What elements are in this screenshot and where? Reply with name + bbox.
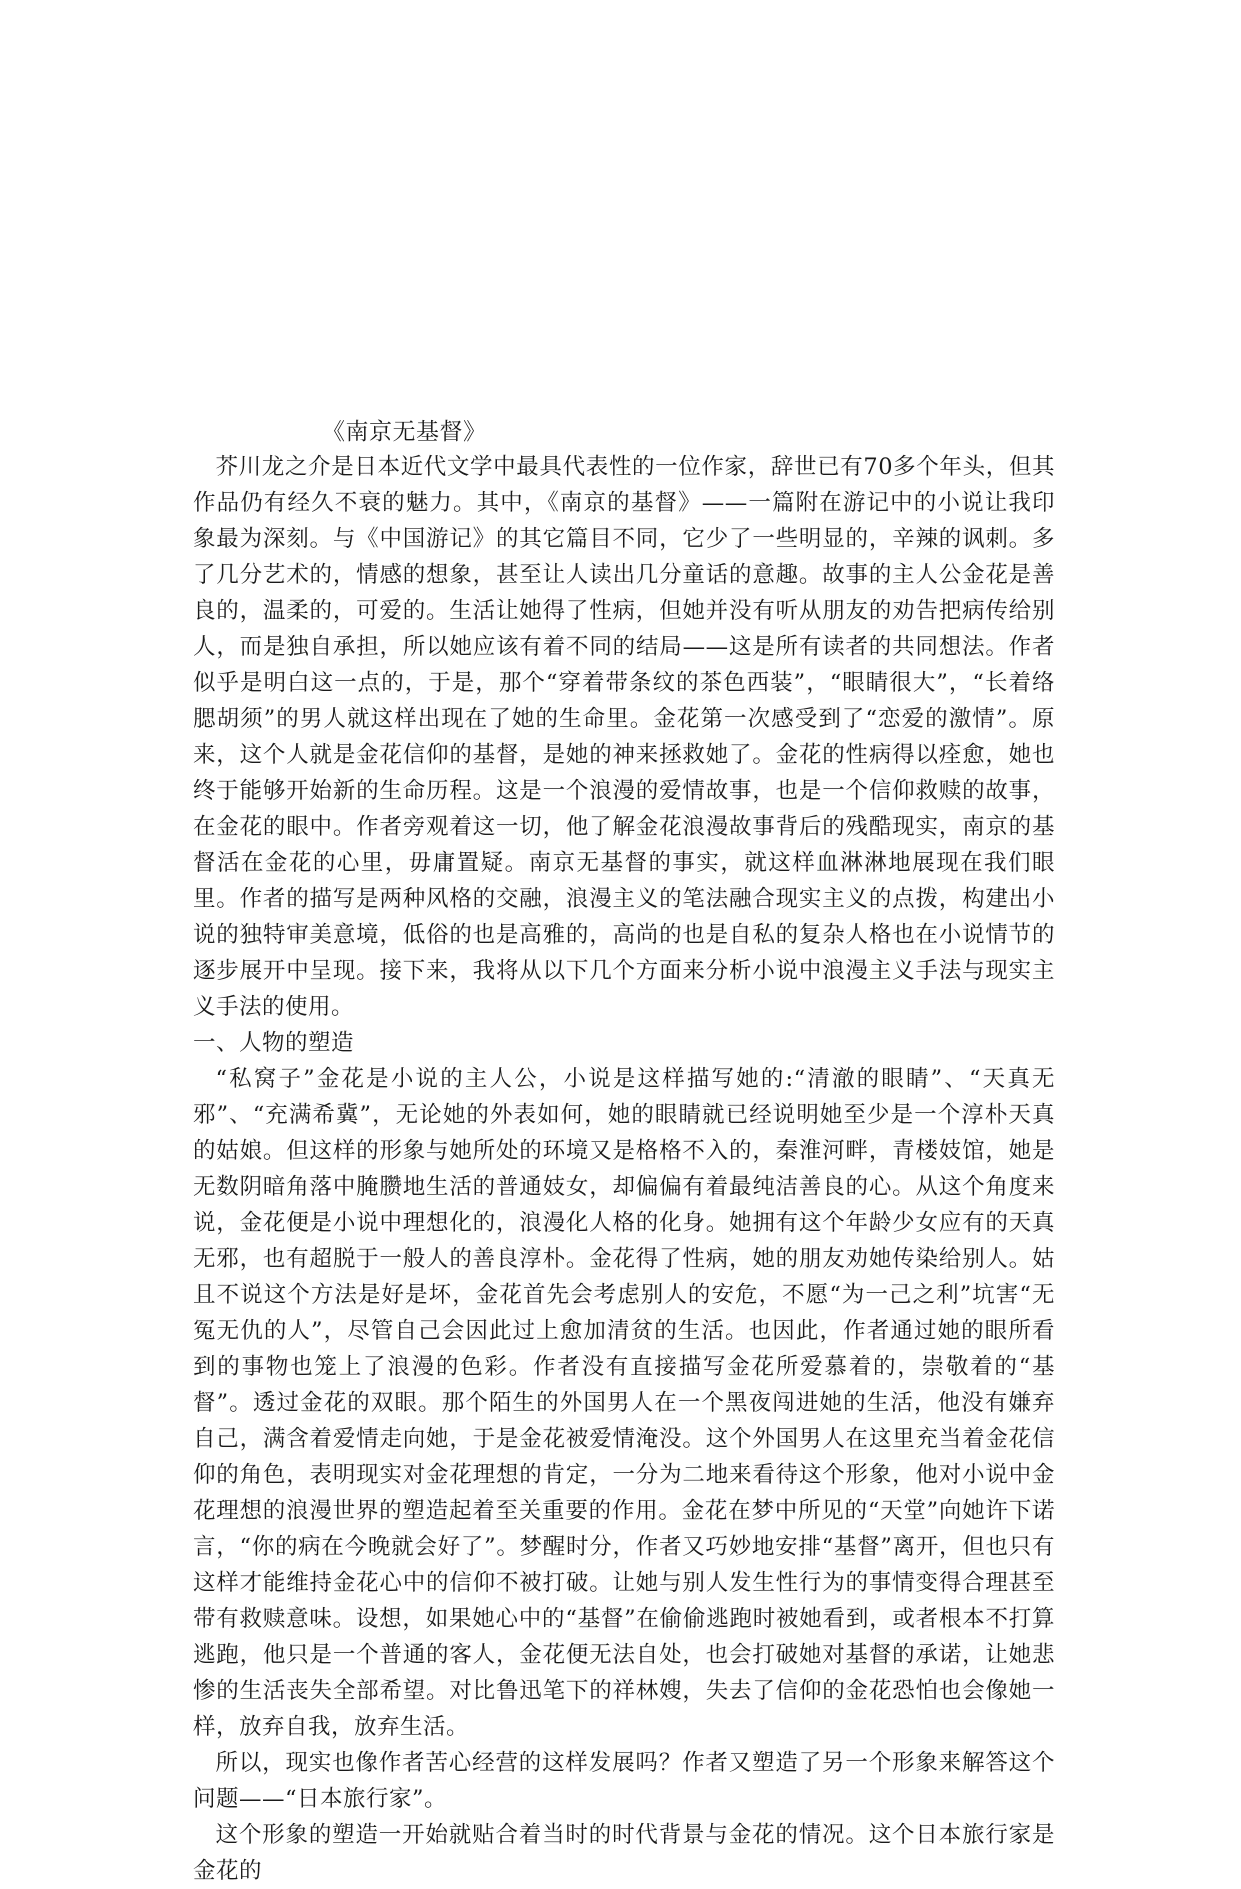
paragraph-reality-question: 所以，现实也像作者苦心经营的这样发展吗？作者又塑造了另一个形象来解答这个问题——“日本旅行家”。	[193, 1750, 1055, 1812]
section-heading-character-portrayal: 一、人物的塑造	[193, 1030, 355, 1056]
paragraph-japanese-traveler: 这个形象的塑造一开始就贴合着当时的时代背景与金花的情况。这个日本旅行家是金花的	[193, 1822, 1055, 1884]
document-title: 《南京无基督》	[322, 419, 487, 445]
paragraph-intro: 芥川龙之介是日本近代文学中最具代表性的一位作家，辞世已有70多个年头，但其作品仍有经久不衰的魅力。其中，《南京的基督》——一篇附在游记中的小说让我印象最为深刻。与《中国游记》的其它篇目不同，它少了一些明显的，辛辣的讽刺。多了几分艺术的，情感的想象，甚至让人读出几分童话的意趣。故事的主人公金花是善良的，温柔的，可爱的。生活让她得了性病，但她并没有听从朋友的劝告把病传给别人，而是独自承担，所以她应该有着不同的结局——这是所有读者的共同想法。作者似乎是明白这一点的，于是，那个“穿着带条纹的茶色西装”，“眼睛很大”，“长着络腮胡须”的男人就这样出现在了她的生命里。金花第一次感受到了“恋爱的激情”。原来，这个人就是金花信仰的基督，是她的神来拯救她了。金花的性病得以痊愈，她也终于能够开始新的生命历程。这是一个浪漫的爱情故事，也是一个信仰救赎的故事，在金花的眼中。作者旁观着这一切，他了解金花浪漫故事背后的残酷现实，南京的基督活在金花的心里，毋庸置疑。南京无基督的事实，就这样血淋淋地展现在我们眼里。作者的描写是两种风格的交融，浪漫主义的笔法融合现实主义的点拨，构建出小说的独特审美意境，低俗的也是高雅的，高尚的也是自私的复杂人格也在小说情节的逐步展开中呈现。接下来，我将从以下几个方面来分析小说中浪漫主义手法与现实主义手法的使用。	[193, 454, 1055, 1020]
paragraph-jinhua: “私窝子”金花是小说的主人公，小说是这样描写她的:“清澈的眼睛”、“天真无邪”、“充满希冀”，无论她的外表如何，她的眼睛就已经说明她至少是一个淳朴天真的姑娘。但这样的形象与她所处的环境又是格格不入的，秦淮河畔，青楼妓馆，她是无数阴暗角落中腌臜地生活的普通妓女，却偏偏有着最纯洁善良的心。从这个角度来说，金花便是小说中理想化的，浪漫化人格的化身。她拥有这个年龄少女应有的天真无邪，也有超脱于一般人的善良淳朴。金花得了性病，她的朋友劝她传染给别人。姑且不说这个方法是好是坏，金花首先会考虑别人的安危，不愿“为一己之利”坑害“无冤无仇的人”，尽管自己会因此过上愈加清贫的生活。也因此，作者通过她的眼所看到的事物也笼上了浪漫的色彩。作者没有直接描写金花所爱慕着的，崇敬着的“基督”。透过金花的双眼。那个陌生的外国男人在一个黑夜闯进她的生活，他没有嫌弃自己，满含着爱情走向她，于是金花被爱情淹没。这个外国男人在这里充当着金花信仰的角色，表明现实对金花理想的肯定，一分为二地来看待这个形象，他对小说中金花理想的浪漫世界的塑造起着至关重要的作用。金花在梦中所见的“天堂”向她许下诺言，“你的病在今晚就会好了”。梦醒时分，作者又巧妙地安排“基督”离开，但也只有这样才能维持金花心中的信仰不被打破。让她与别人发生性行为的事情变得合理甚至带有救赎意味。设想，如果她心中的“基督”在偷偷逃跑时被她看到，或者根本不打算逃跑，他只是一个普通的客人，金花便无法自处，也会打破她对基督的承诺，让她悲惨的生活丧失全部希望。对比鲁迅笔下的祥林嫂，失去了信仰的金花恐怕也会像她一样，放弃自我，放弃生活。	[193, 1066, 1055, 1740]
document-body	[193, 449, 1055, 1889]
